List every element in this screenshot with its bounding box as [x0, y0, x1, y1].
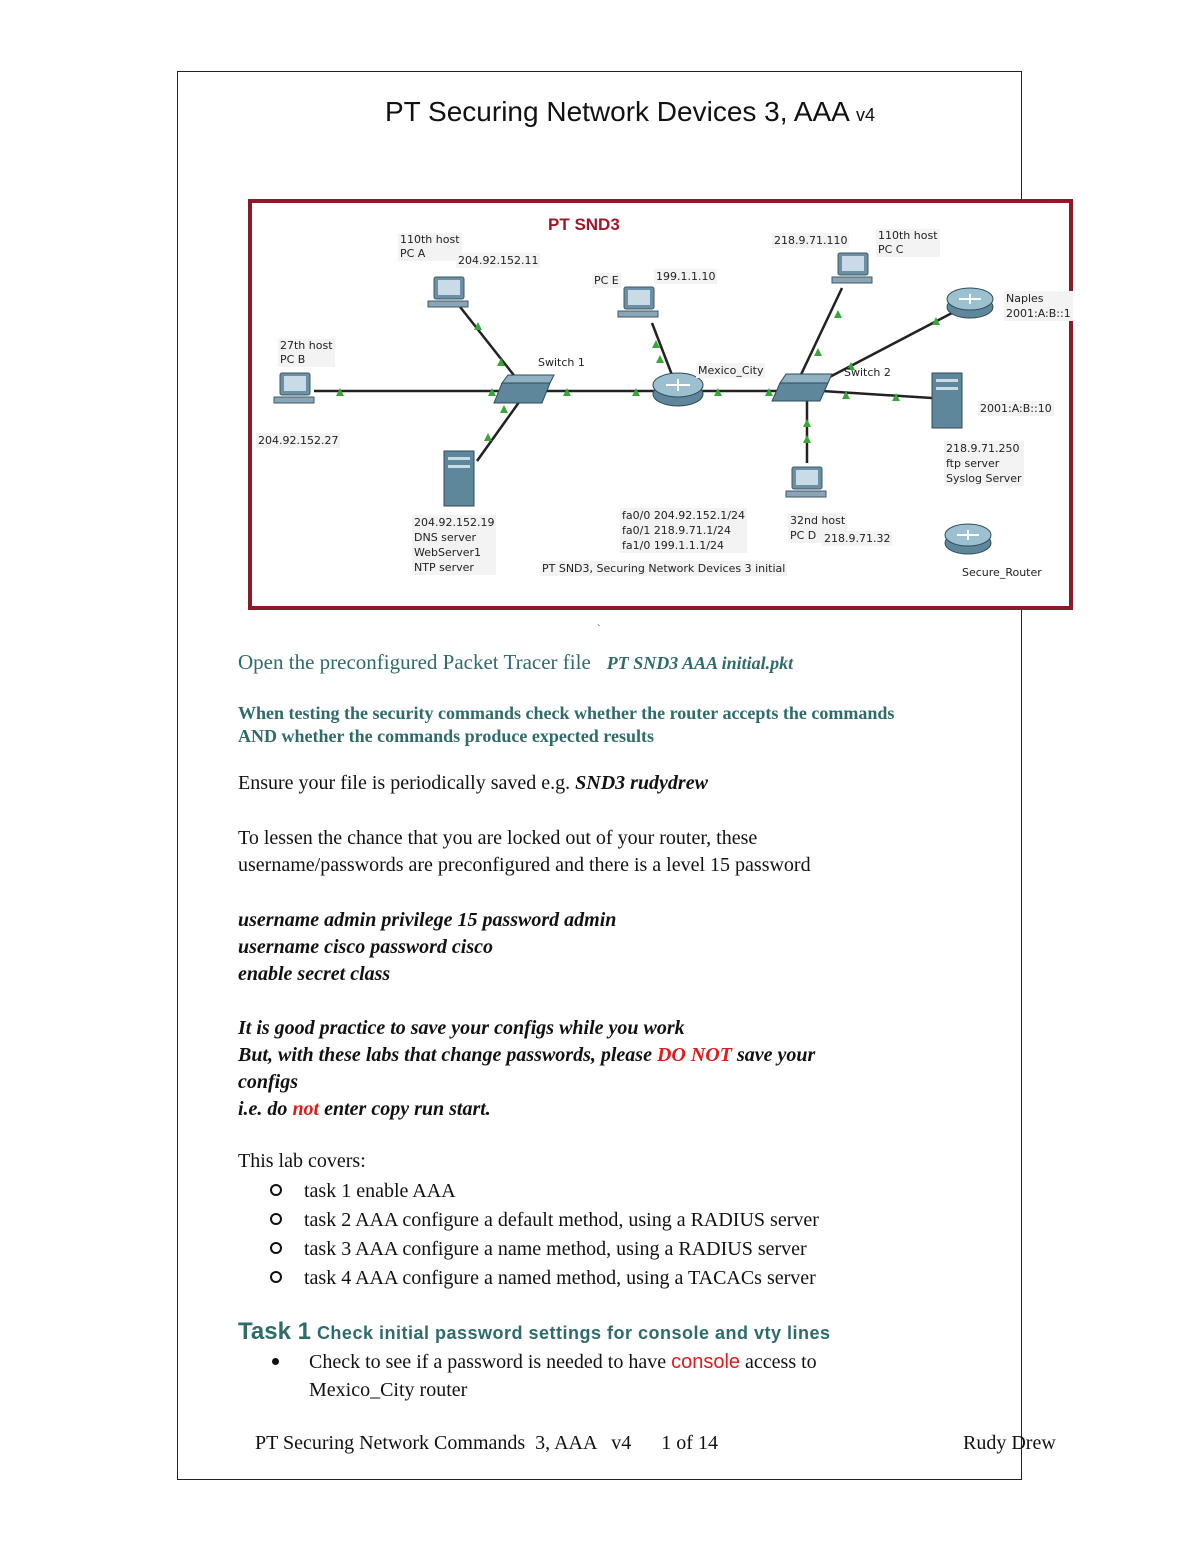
naples-label: Naples 2001:A:B::1 — [1006, 292, 1071, 320]
diagram-caption: PT SND3, Securing Network Devices 3 initial — [542, 562, 786, 575]
list-item: task 4 AAA configure a named method, using a TACACs server — [270, 1264, 819, 1293]
network-diagram — [248, 199, 1073, 610]
switch-1-icon — [494, 375, 554, 403]
circle-bullet-icon — [270, 1213, 282, 1225]
pc-e-icon — [618, 287, 658, 317]
stray-mark: ` — [597, 623, 601, 635]
circle-bullet-icon — [270, 1271, 282, 1283]
dns-server-label: 204.92.152.19 DNS server WebServer1 NTP server — [414, 516, 495, 574]
pc-e-label: PC E — [594, 274, 619, 287]
pc-b-label: 27th host PC B — [280, 339, 333, 366]
pc-e-ip: 199.1.1.10 — [656, 270, 716, 283]
save-reminder: Ensure your file is periodically saved e.g. SND3 rudydrew — [238, 772, 708, 794]
list-item: task 1 enable AAA — [270, 1177, 819, 1206]
testing-note: When testing the security commands check whether the router accepts the commands AND whether the commands produce expected results — [238, 703, 895, 746]
ftp-server-icon — [932, 373, 962, 428]
dns-server-icon — [444, 451, 474, 506]
footer-author: Rudy Drew — [963, 1432, 1056, 1454]
link-dns-switch1 — [477, 398, 522, 461]
footer-title-page: PT Securing Network Commands 3, AAA v4 1 of 14 — [255, 1432, 718, 1454]
link-pce-router — [652, 323, 672, 375]
pc-c-ip: 218.9.71.110 — [774, 234, 848, 247]
pc-c-icon — [832, 253, 872, 283]
pc-b-ip: 204.92.152.27 — [258, 434, 339, 447]
ftp-server-label: 218.9.71.250 ftp server Syslog Server — [946, 442, 1022, 485]
pc-a-label: 110th host PC A — [400, 233, 460, 260]
pc-a-ip: 204.92.152.11 — [458, 254, 539, 267]
pc-d-ip: 218.9.71.32 — [824, 532, 891, 545]
router-label: Mexico_City — [698, 364, 764, 377]
disc-bullet-icon — [272, 1358, 279, 1365]
link-pca-switch1 — [457, 303, 520, 383]
switch-1-label: Switch 1 — [538, 356, 585, 369]
naples-router-icon — [947, 288, 993, 318]
pc-b-icon — [274, 373, 314, 403]
ftp-server-ip: 2001:A:B::10 — [980, 402, 1052, 415]
pc-d-icon — [786, 467, 826, 497]
diagram-title: PT SND3 — [548, 215, 620, 234]
list-item: task 2 AAA configure a default method, using a RADIUS server — [270, 1206, 819, 1235]
save-config-warning: It is good practice to save your configs while you work But, with these labs that change passwords, please DO NOT save your configs i.e. do not enter copy run start. — [238, 1017, 816, 1120]
pc-c-label: 110th host PC C — [878, 229, 938, 256]
list-item: task 3 AAA configure a name method, using a RADIUS server — [270, 1235, 819, 1264]
switch-2-label: Switch 2 — [844, 366, 891, 379]
credentials-block: username admin privilege 15 password admin username cisco password cisco enable secret class — [238, 909, 617, 985]
pc-d-label: 32nd host PC D — [790, 514, 846, 542]
document-title: PT Securing Network Devices 3, AAA v4 — [385, 96, 876, 127]
task-list — [270, 1177, 819, 1293]
link-switch2-server2 — [822, 391, 932, 398]
secure-router-label: Secure_Router — [962, 566, 1042, 579]
router-interfaces-label: fa0/0 204.92.152.1/24 fa0/1 218.9.71.1/24 fa1/0 199.1.1.1/24 — [622, 509, 745, 552]
pc-a-icon — [428, 277, 468, 307]
circle-bullet-icon — [270, 1184, 282, 1196]
secure-router-icon — [945, 524, 991, 554]
circle-bullet-icon — [270, 1242, 282, 1254]
link-switch2-pcc — [797, 288, 842, 383]
task-1-heading: Task 1 Check initial password settings for console and vty lines — [238, 1318, 831, 1345]
lab-covers-heading: This lab covers: — [238, 1150, 366, 1172]
task-1-step: Check to see if a password is needed to have console access to Mexico_City router — [272, 1348, 817, 1404]
switch-2-icon — [772, 374, 832, 401]
preconfigured-note: To lessen the chance that you are locked out of your router, these username/passwords are preconfigured and there is a level 15 password — [238, 827, 811, 876]
open-file-instruction: Open the preconfigured Packet Tracer file PT SND3 AAA initial.pkt — [238, 650, 794, 674]
